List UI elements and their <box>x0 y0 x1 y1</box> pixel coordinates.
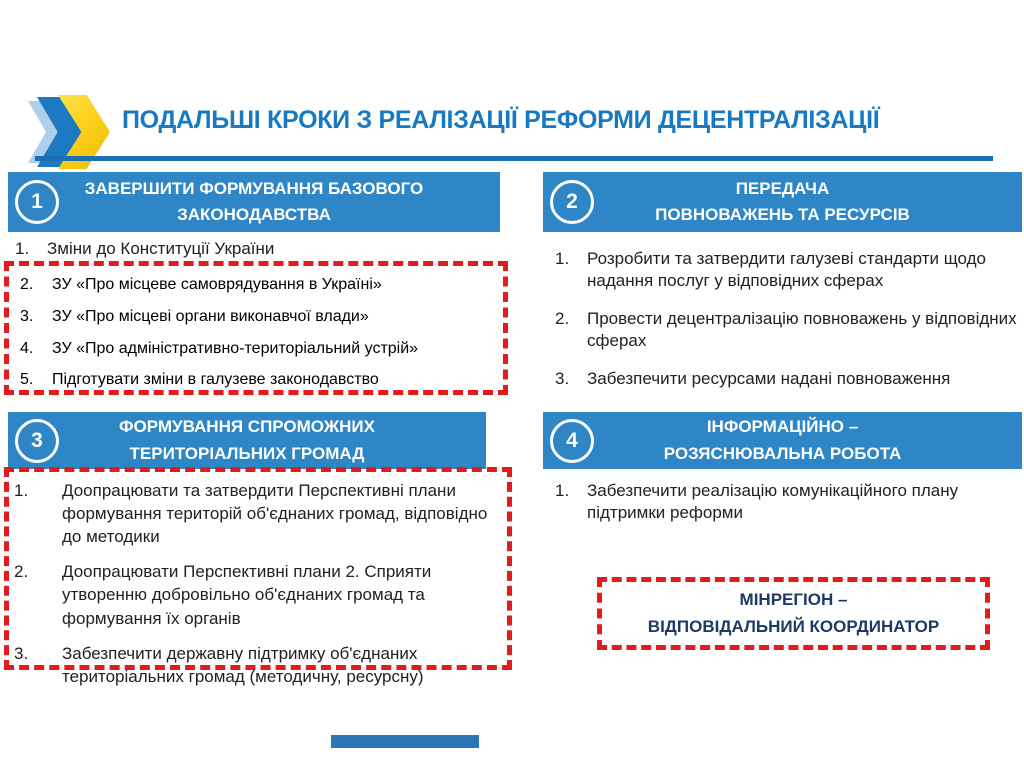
section-1-title: ЗАВЕРШИТИ ФОРМУВАННЯ БАЗОВОГО ЗАКОНОДАВСТВА <box>84 178 424 224</box>
section-3-list <box>14 479 508 700</box>
title-underline <box>35 156 993 161</box>
list-item: 1. Доопрацювати та затвердити Перспективні плани формування територій об'єднаних громад, відповідно до методики <box>14 481 488 547</box>
section-2-list <box>555 248 1020 406</box>
section-1-header <box>8 172 500 232</box>
section-4-number-badge <box>550 419 594 463</box>
section-4-title: ІНФОРМАЦІЙНО – РОЗЯСНЮВАЛЬНА РОБОТА <box>663 417 902 463</box>
list-item: 3. Забезпечити державну підтримку об'єднаних територіальних громад (методичну, ресурсну) <box>14 643 424 686</box>
list-item: 1. Забезпечити реалізацію комунікаційного плану підтримки реформи <box>555 481 959 523</box>
section-4-header <box>543 412 1022 469</box>
list-item: 3. Забезпечити ресурсами надані повноваження <box>555 369 951 389</box>
list-item: 1. Розробити та затвердити галузеві стандарти щодо надання послуг у відповідних сферах <box>555 249 986 291</box>
section-1-number-badge <box>15 180 59 224</box>
section-4-number: 4 <box>566 428 578 452</box>
list-item: 1. Зміни до Конституції України <box>15 239 275 258</box>
coordinator-line-1: МІНРЕГІОН – <box>739 590 848 610</box>
section-3-header <box>8 412 486 469</box>
list-item: 2. Доопрацювати Перспективні плани 2. Сприяти утворенню добровільно об'єднаних громад та формування їх органів <box>14 562 432 628</box>
section-3-number: 3 <box>31 428 43 452</box>
page-title: ПОДАЛЬШІ КРОКИ З РЕАЛІЗАЦІЇ РЕФОРМИ ДЕЦЕНТРАЛІЗАЦІЇ <box>122 106 880 134</box>
section-2-number-badge <box>550 180 594 224</box>
section-2-number: 2 <box>566 190 578 213</box>
list-item: 3. ЗУ «Про місцеві органи виконавчої влади» <box>20 307 369 325</box>
section-1-dashed-box <box>4 261 508 395</box>
section-4-list <box>555 480 1015 524</box>
section-3-title: ФОРМУВАННЯ СПРОМОЖНИХ ТЕРИТОРІАЛЬНИХ ГРОМАД <box>119 417 375 463</box>
section-3-number-badge <box>15 419 59 463</box>
coordinator-line-2: ВІДПОВІДАЛЬНИЙ КООРДИНАТОР <box>647 616 940 636</box>
section-2-header <box>543 172 1022 232</box>
list-item: 4. ЗУ «Про адміністративно-територіальний устрій» <box>20 339 419 357</box>
list-item: 2. ЗУ «Про місцеве самоврядування в Україні» <box>20 276 382 293</box>
section-1-number: 1 <box>31 190 43 213</box>
section-2-title: ПЕРЕДАЧА ПОВНОВАЖЕНЬ ТА РЕСУРСІВ <box>655 178 910 224</box>
coordinator-box <box>597 577 990 650</box>
list-item: 5. Підготувати зміни в галузеве законодавство <box>20 371 379 389</box>
list-item: 2. Провести децентралізацію повноважень у відповідних сферах <box>555 309 1017 351</box>
footer-accent-bar <box>331 735 479 748</box>
section-1-list <box>15 238 495 260</box>
